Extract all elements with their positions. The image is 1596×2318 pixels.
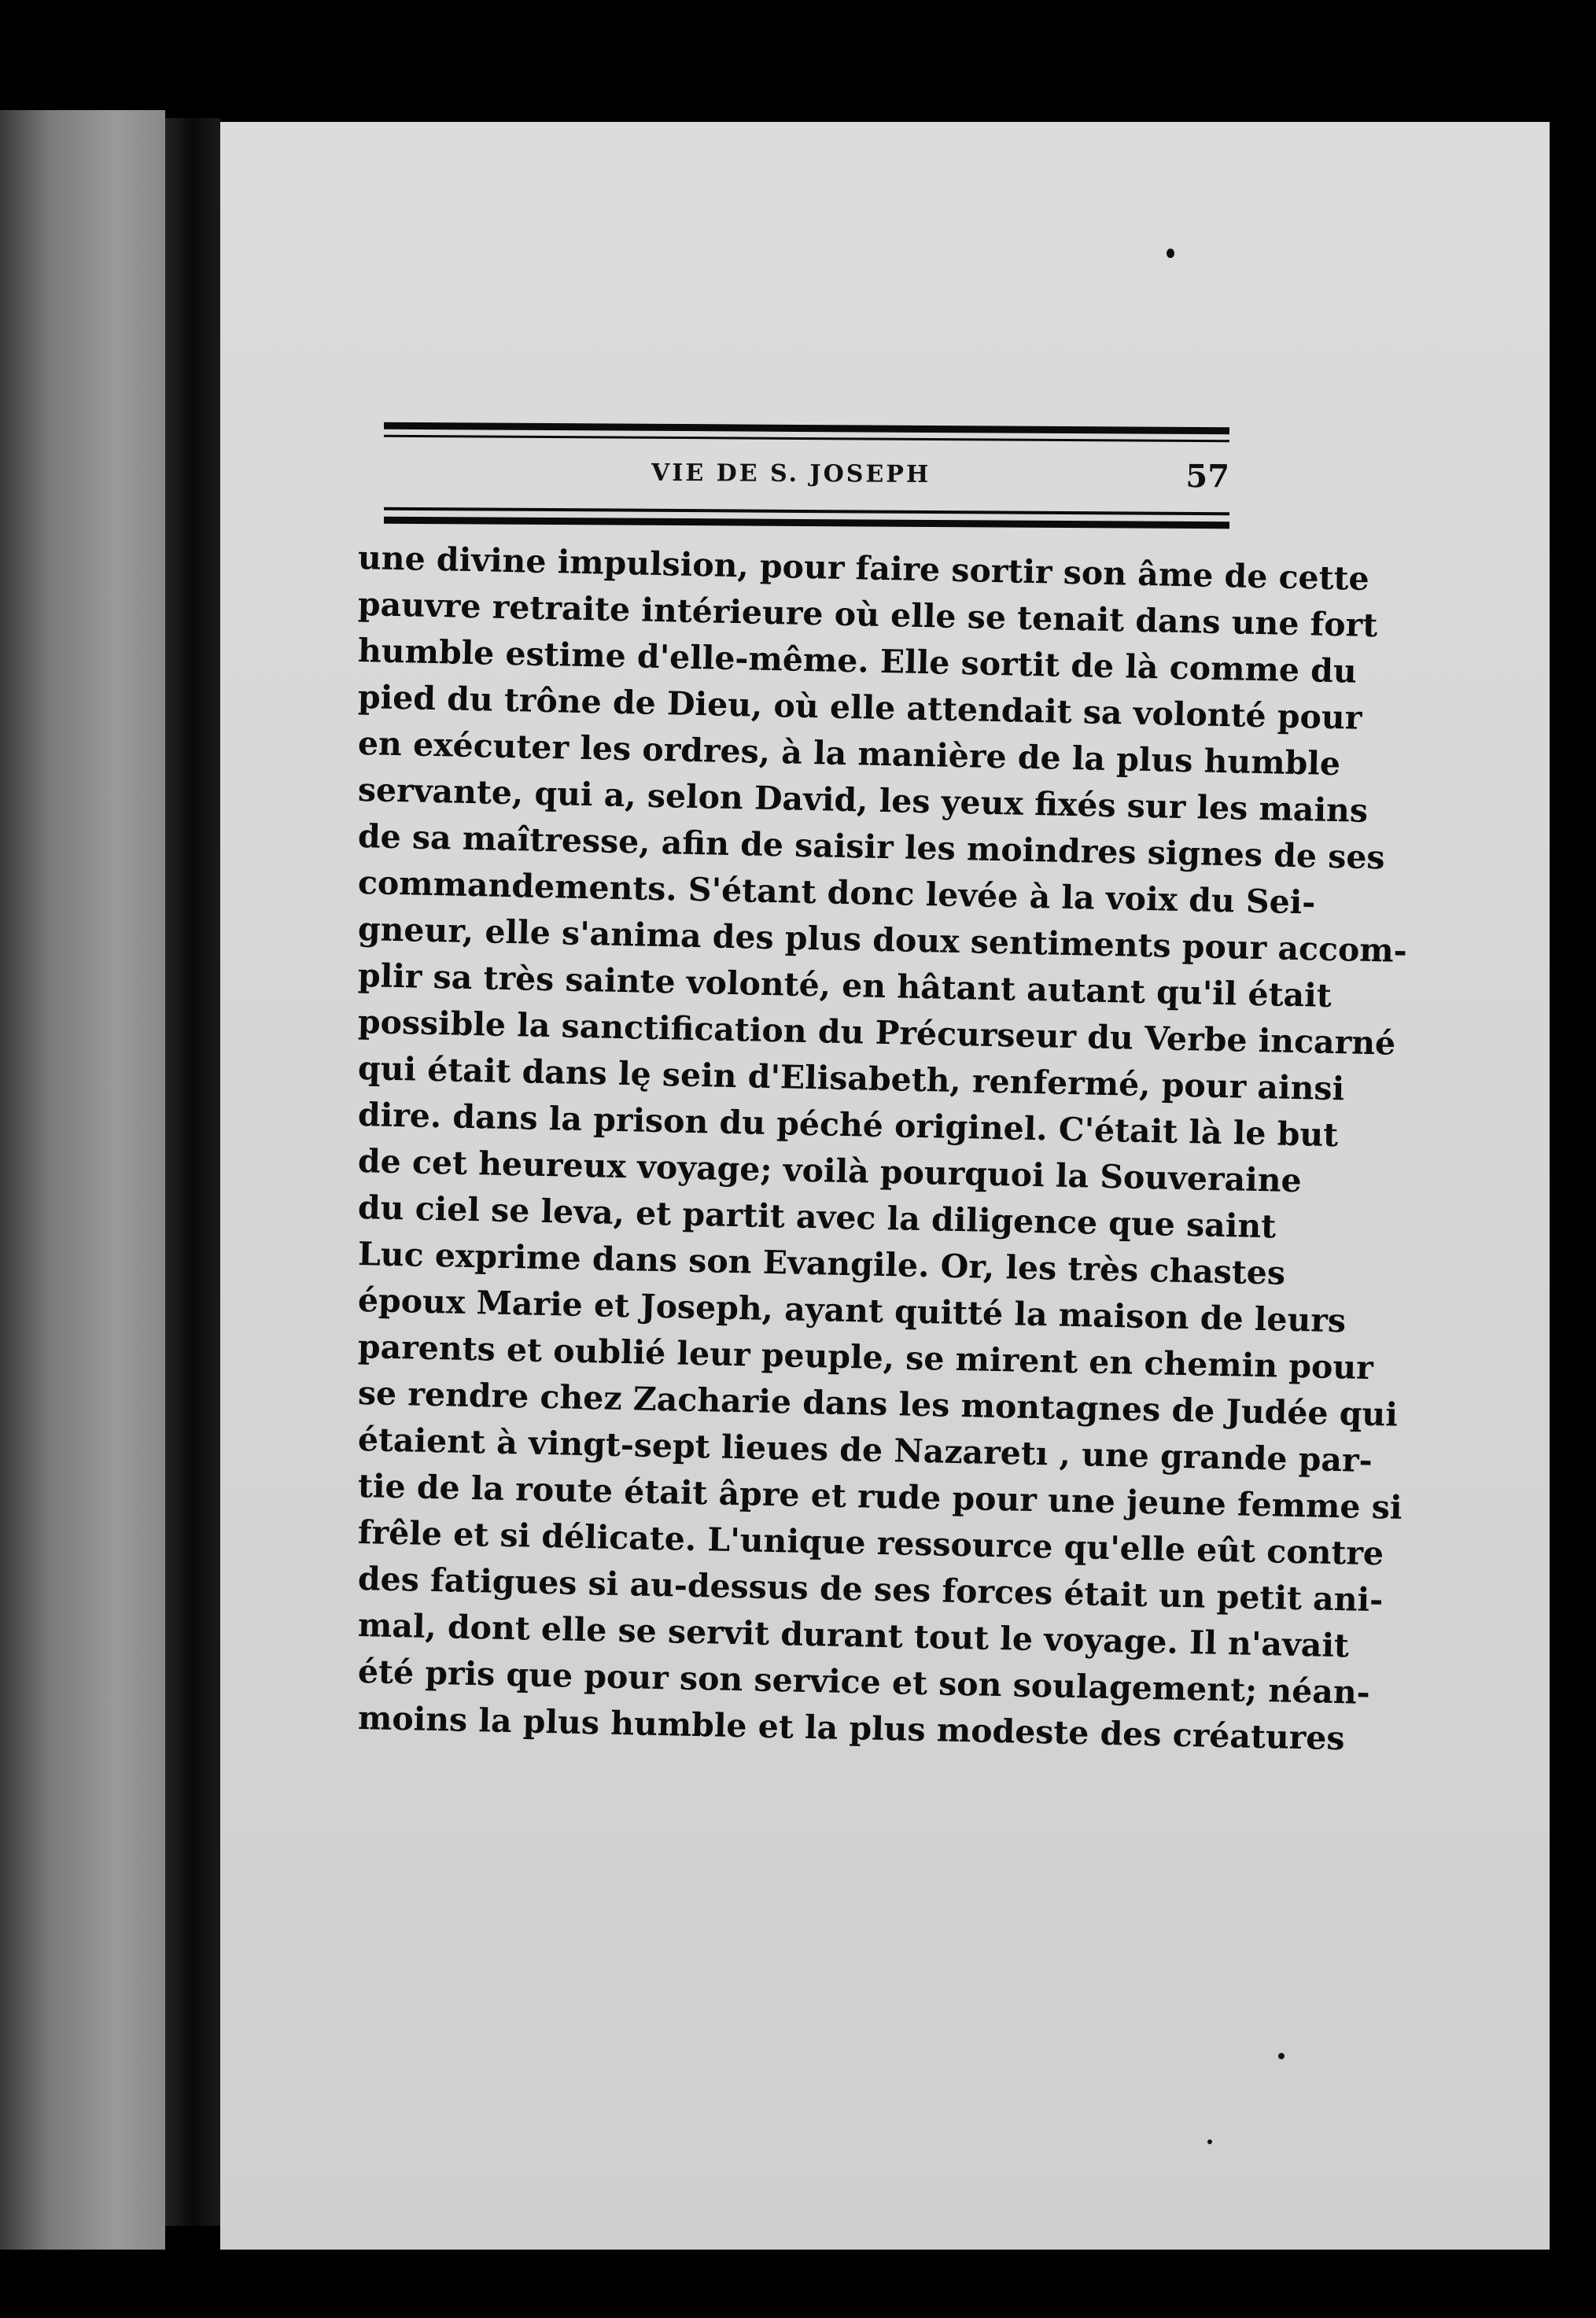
text-line: en exécuter les ordres, à la manière de la plus humble (357, 724, 1341, 783)
text-line: possible la sanctification du Précurseur du Verbe incarné (357, 1003, 1396, 1063)
text-line: dire. dans la prison du péché originel. C'était là le but (357, 1096, 1339, 1155)
text-line: humble estime d'elle-même. Elle sortit de là comme du (357, 632, 1358, 691)
text-line: pied du trône de Dieu, où elle attendait sa volonté pour (357, 678, 1362, 737)
ink-speck (1167, 249, 1174, 258)
text-line: tie de la route était âpre et rude pour une jeune femme si (357, 1467, 1402, 1527)
facing-page-edge (0, 110, 165, 2250)
text-line: des fatigues si au-dessus de ses forces était un petit ani- (357, 1560, 1384, 1620)
text-line: été pris que pour son service et son soulagement; néan- (357, 1653, 1371, 1712)
text-line: gneur, elle s'anima des plus doux sentiments pour accom- (357, 910, 1408, 970)
text-line: commandements. S'étant donc levée à la voix du Sei- (357, 864, 1316, 922)
ink-speck (1278, 2053, 1285, 2059)
text-line: plir sa très sainte volonté, en hâtant autant qu'il était (357, 956, 1332, 1015)
body-text (357, 535, 1408, 1758)
running-head (384, 458, 1229, 507)
text-line: de sa maîtresse, afin de saisir les moindres signes de ses (357, 817, 1386, 877)
text-line: parents et oublié leur peuple, se mirent en chemin pour (357, 1328, 1374, 1387)
text-line: Luc exprime dans son Evangile. Or, les très chastes (357, 1235, 1286, 1292)
text-line: moins la plus humble et la plus modeste des créatures (357, 1699, 1345, 1758)
text-line: époux Marie et Joseph, ayant quitté la maison de leurs (357, 1281, 1347, 1340)
ink-speck (1207, 2139, 1212, 2144)
page-number: 57 (1185, 457, 1230, 496)
text-line: frêle et si délicate. L'unique ressource qu'elle eût contre (357, 1513, 1384, 1573)
book-gutter (165, 118, 220, 2226)
running-title: VIE DE S. JOSEPH (651, 459, 931, 488)
text-line: pauvre retraite intérieure où elle se tenait dans une fort (357, 585, 1378, 645)
text-line: étaient à vingt-sept lieues de Nazaretı , une grande par- (357, 1421, 1373, 1480)
text-line: une divine impulsion, pour faire sortir son âme de cette (357, 539, 1370, 598)
text-line: servante, qui a, selon David, les yeux fixés sur les mains (357, 771, 1369, 830)
text-line: de cet heureux voyage; voilà pourquoi la Souveraine (357, 1142, 1303, 1200)
text-line: se rendre chez Zacharie dans les montagnes de Judée qui (357, 1374, 1399, 1434)
text-line: mal, dont elle se servit durant tout le voyage. Il n'avait (357, 1606, 1350, 1665)
text-line: qui était dans lę sein d'Elisabeth, renfermé, pour ainsi (357, 1049, 1345, 1108)
text-line: du ciel se leva, et partit avec la diligence que saint (357, 1188, 1277, 1246)
